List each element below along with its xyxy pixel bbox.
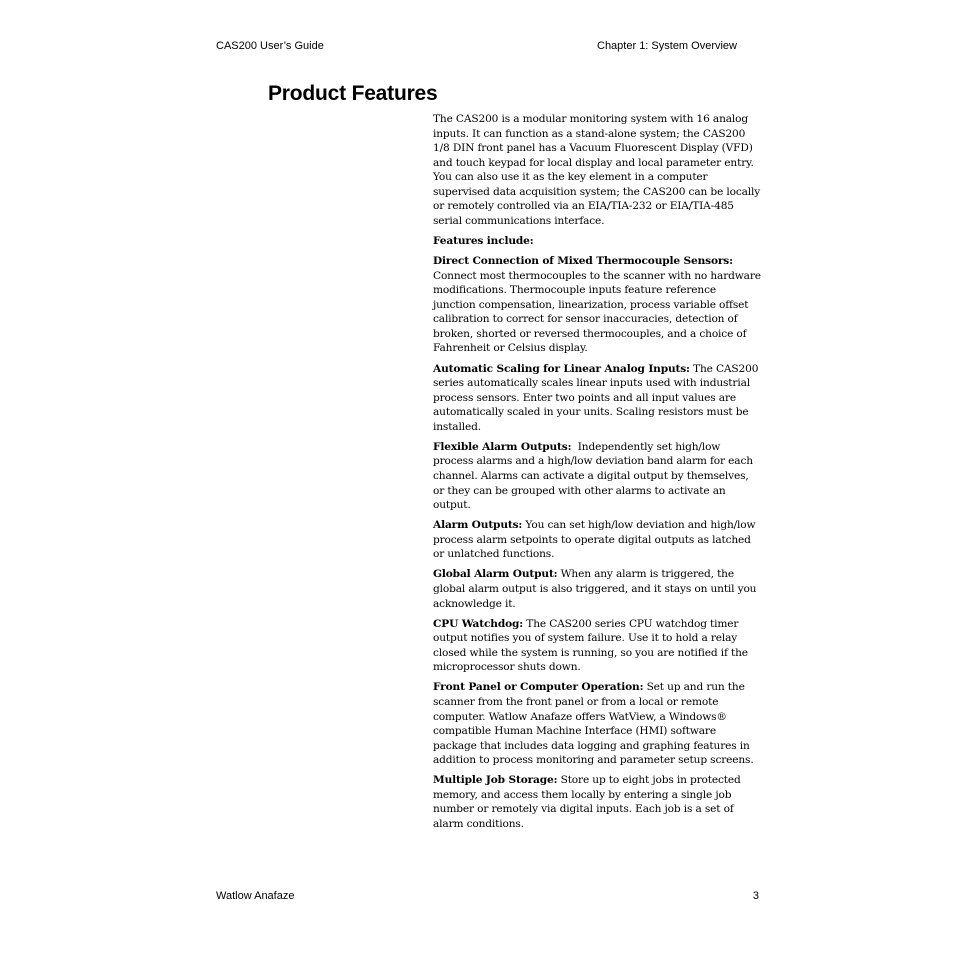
feature-text: Set up and run the scanner from the front panel or from a local or remote computer. Watlow Anafaze offers WatView, a Windows® compatible Human Machine Interface (HMI) software package that includes data logging and graphing features in addition to process monitoring and parameter setup screens. <box>433 681 754 767</box>
feature-text: The CAS200 series CPU watchdog timer output notifies you of system failure. Use it to hold a relay closed while the system is running, so you are notified if the microprocessor shuts down. <box>433 617 748 674</box>
running-footer-left: Watlow Anafaze <box>216 890 295 902</box>
feature-text: Independently set high/low process alarms and a high/low deviation band alarm for each channel. Alarms can activate a digital output by themselves, or they can be grouped with other alarms to activate an output. <box>433 440 753 512</box>
feature-thermocouple <box>433 254 761 356</box>
feature-text: The CAS200 series automatically scales linear inputs used with industrial process sensors. Enter two points and all input values are automatically scaled in your units. Scaling resistors must be installed. <box>433 362 759 433</box>
feature-alarm-outputs <box>433 518 761 562</box>
feature-lead: Front Panel or Computer Operation: <box>433 681 644 694</box>
feature-flexible-alarm <box>433 440 761 513</box>
feature-cpu-watchdog <box>433 617 761 675</box>
feature-text: When any alarm is triggered, the global alarm output is also triggered, and it stays on until you acknowledge it. <box>433 568 757 610</box>
page-number: 3 <box>752 890 759 902</box>
page-title: Product Features <box>268 82 438 105</box>
running-header-right: Chapter 1: System Overview <box>597 40 737 52</box>
feature-lead: Global Alarm Output: <box>433 568 558 581</box>
feature-lead: Automatic Scaling for Linear Analog Inputs: <box>433 362 690 375</box>
body-column <box>433 112 761 837</box>
feature-global-alarm <box>433 567 761 611</box>
feature-lead: Flexible Alarm Outputs: <box>433 440 572 453</box>
running-header-left: CAS200 User’s Guide <box>216 40 324 52</box>
feature-lead: Alarm Outputs: <box>433 519 523 532</box>
feature-lead: Direct Connection of Mixed Thermocouple Sensors: <box>433 255 733 268</box>
feature-text: Connect most thermocouples to the scanner with no hardware modifications. Thermocouple inputs feature reference junction compensation, linearization, process variable offset calibration to correct for sensor inaccuracies, detection of broken, shorted or reversed thermocouples, and a choice of Fahrenheit or Celsius display. <box>433 269 761 355</box>
feature-lead: CPU Watchdog: <box>433 617 524 630</box>
feature-job-storage <box>433 773 761 831</box>
feature-lead: Multiple Job Storage: <box>433 774 558 787</box>
feature-text: You can set high/low deviation and high/low process alarm setpoints to operate digital outputs as latched or unlatched functions. <box>433 519 756 561</box>
feature-scaling <box>433 362 761 435</box>
feature-front-panel <box>433 680 761 767</box>
features-heading: Features include: <box>433 234 534 247</box>
feature-text: Store up to eight jobs in protected memory, and access them locally by entering a single job number or remotely via digital inputs. Each job is a set of alarm conditions. <box>433 774 741 830</box>
intro-paragraph: The CAS200 is a modular monitoring system with 16 analog inputs. It can function as a stand-alone system; the CAS200 1/8 DIN front panel has a Vacuum Fluorescent Display (VFD) and touch keypad for local display and local parameter entry. You can also use it as the key element in a computer supervised data acquisition system; the CAS200 can be locally or remotely controlled via an EIA/TIA-232 or EIA/TIA-485 serial communications interface. <box>433 113 761 227</box>
